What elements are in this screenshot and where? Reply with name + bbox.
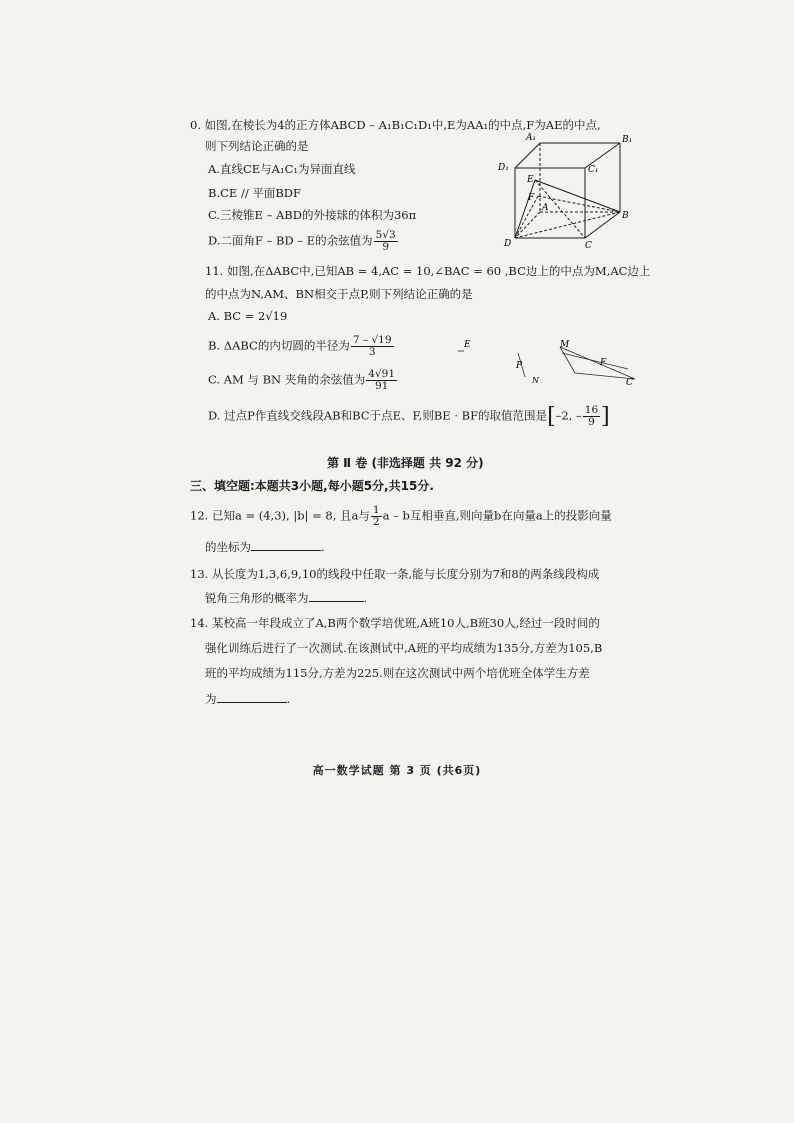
q12-line2-end: .	[321, 540, 325, 554]
page-footer: 高一数学试题 第 3 页 (共6页)	[312, 764, 482, 777]
q11-option-d-left-bracket: [	[547, 404, 556, 429]
q12-line1-tail: a – b互相垂直,则向量b在向量a上的投影向量	[382, 508, 612, 523]
q12-denominator: 2	[372, 516, 380, 528]
q11-option-d-range: –2, –	[555, 408, 582, 423]
q12-line1-text: 12. 已知a = (4,3), |b| = 8, 且a与	[190, 508, 370, 523]
q11-option-c-text: C. AM 与 BN 夹角的余弦值为	[208, 372, 366, 387]
q10-option-c: C.三棱锥E – ABD的外接球的体积为36π	[208, 208, 417, 222]
q11-option-b-denominator: 3	[368, 346, 376, 358]
q14-line4-text: 为	[205, 692, 217, 706]
q10-option-b: B.CE // 平面BDF	[208, 186, 302, 200]
cube-label-b: B	[622, 211, 629, 221]
q13-line2-end: .	[363, 591, 368, 605]
q11-option-b-numerator: 7 – √19	[352, 334, 392, 346]
q14-line3: 班的平均成绩为115分,方差为225.则在这次测试中两个培优班全体学生方差	[205, 666, 590, 680]
q14-answer-blank[interactable]	[217, 702, 287, 703]
cube-label-a: A	[542, 203, 549, 213]
q11-option-a: A. BC = 2√19	[208, 309, 288, 323]
q12-line2	[205, 540, 325, 555]
q11-stem-line1: 11. 如图,在ΔABC中,已知AB = 4,AC = 10,∠BAC = 60 ,BC边上的中点为M,AC边上	[205, 264, 651, 278]
q14-line1: 14. 某校高一年段成立了A,B两个数学培优班,A班10人,B班30人,经过一段时间的	[190, 616, 600, 630]
q12-fraction	[371, 505, 382, 528]
cube-figure	[490, 130, 635, 252]
q10-option-d-text: D.二面角F – BD – E的余弦值为	[208, 233, 373, 248]
q10-stem-line1: 0. 如图,在棱长为4的正方体ABCD – A₁B₁C₁D₁中,E为AA₁的中点,F为AE的中点,	[190, 118, 601, 132]
q12-answer-blank[interactable]	[251, 550, 321, 551]
triangle-label-p: P	[516, 361, 523, 371]
q11-option-c-fraction	[366, 369, 397, 392]
q10-option-d-denominator: 9	[382, 241, 390, 253]
cube-label-d: D	[504, 239, 512, 249]
triangle-label-e: E	[464, 340, 471, 350]
q11-option-b-text: B. ΔABC的内切圆的半径为	[208, 338, 350, 353]
cube-label-c1: C₁	[588, 165, 599, 175]
q11-option-d-numerator: 16	[584, 404, 599, 416]
q10-stem-line2: 则下列结论正确的是	[205, 139, 309, 153]
cube-label-a1: A₁	[526, 133, 537, 143]
q13-line2	[205, 591, 367, 606]
triangle-figure	[450, 335, 650, 390]
q10-option-d	[208, 230, 399, 253]
q11-option-c-numerator: 4√91	[368, 368, 395, 380]
q12-line2-text: 的坐标为	[205, 540, 251, 554]
q13-answer-blank[interactable]	[309, 601, 364, 602]
q12-numerator: 1	[372, 504, 380, 516]
cube-label-b1: B₁	[622, 135, 633, 145]
q11-option-d-text: D. 过点P作直线交线段AB和BC于点E、F,则BE · BF的取值范围是	[208, 408, 548, 423]
cube-label-e: E	[527, 175, 534, 185]
q14-line4	[205, 692, 290, 707]
q13-line2-text: 锐角三角形的概率为	[205, 591, 309, 605]
part2-title: 第 Ⅱ 卷 (非选择题 共 92 分)	[327, 456, 484, 470]
q14-line2: 强化训练后进行了一次测试.在该测试中,A班的平均成绩为135分,方差为105,B	[205, 641, 603, 655]
cube-label-f: F	[528, 193, 535, 203]
q10-option-d-numerator: 5√3	[375, 229, 396, 241]
section3-heading: 三、填空题:本题共3小题,每小题5分,共15分.	[190, 479, 434, 493]
q11-option-b	[208, 335, 395, 358]
cube-label-d1: D₁	[498, 163, 509, 173]
q10-option-a: A.直线CE与A₁C₁为异面直线	[208, 162, 356, 176]
q10-option-d-fraction	[374, 230, 398, 253]
q12-line1	[190, 505, 612, 528]
q11-option-b-fraction	[351, 335, 394, 358]
q11-option-d-right-bracket: ]	[601, 404, 610, 429]
triangle-label-f: F	[600, 358, 607, 368]
cube-label-c: C	[585, 241, 592, 251]
q11-option-d-fraction	[583, 405, 600, 428]
q11-option-d-denominator: 9	[588, 416, 595, 428]
q11-option-c	[208, 369, 398, 392]
triangle-label-m: M	[560, 340, 570, 350]
triangle-label-n: N	[532, 376, 539, 385]
q14-line4-end: .	[286, 692, 291, 706]
q11-option-d	[208, 405, 610, 428]
q13-line1: 13. 从长度为1,3,6,9,10的线段中任取一条,能与长度分别为7和8的两条线段构成	[190, 567, 600, 581]
q11-option-c-denominator: 91	[374, 380, 389, 392]
triangle-label-c: C	[626, 378, 633, 388]
q11-stem-line2: 的中点为N,AM、BN相交于点P,则下列结论正确的是	[205, 287, 473, 301]
